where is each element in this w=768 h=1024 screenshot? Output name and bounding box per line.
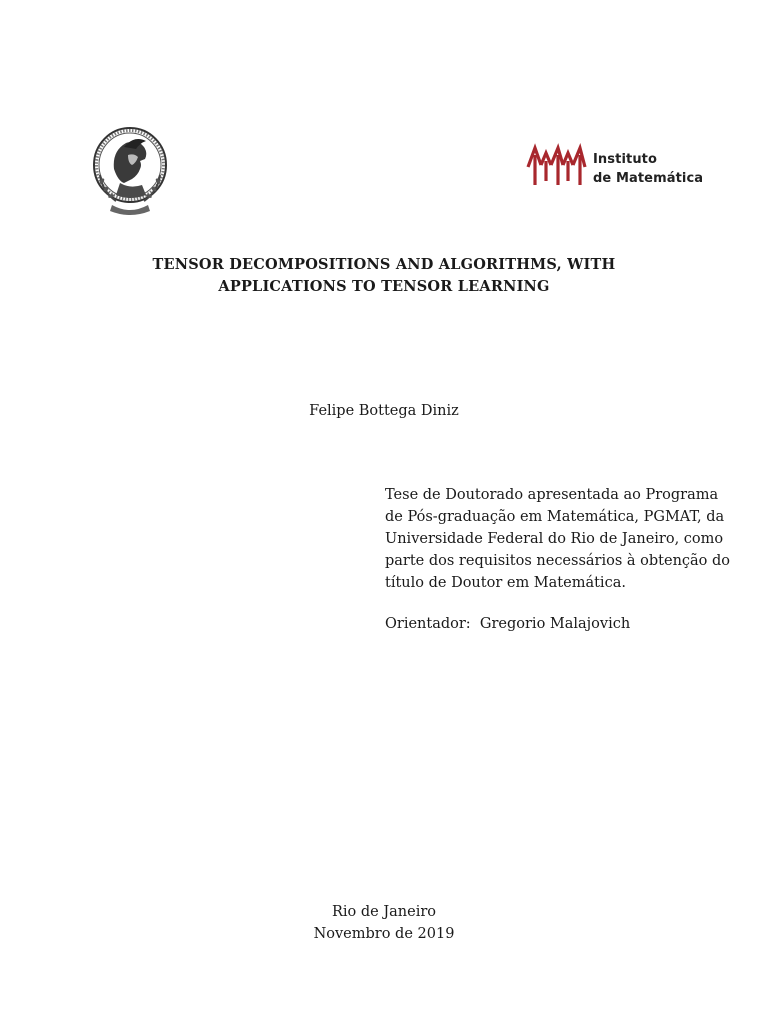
submission-line: título de Doutor em Matemática. [385,575,626,591]
institute-logo-icon [525,143,587,189]
submission-statement [385,484,731,594]
submission-line: de Pós-graduação em Matemática, PGMAT, da [385,509,725,525]
author-name: Felipe Bottega Diniz [309,403,459,419]
thesis-title-line2: APPLICATIONS TO TENSOR LEARNING [218,278,550,295]
submission-line: parte dos requisitos necessários à obtenção do [385,553,731,569]
institute-name-line2: de Matemática [593,171,704,186]
institute-name-line1: Instituto [593,152,658,167]
advisor-line: Orientador: Gregorio Malajovich [385,616,631,632]
city: Rio de Janeiro [331,904,437,920]
institute-logo [525,143,705,189]
submission-line: Tese de Doutorado apresentada ao Programa [385,487,719,503]
submission-line: Universidade Federal do Rio de Janeiro, como [385,531,724,547]
date: Novembro de 2019 [313,926,455,942]
university-seal-icon [90,125,170,217]
thesis-title [0,254,768,298]
thesis-title-line1: TENSOR DECOMPOSITIONS AND ALGORITHMS, WITH [152,256,616,273]
